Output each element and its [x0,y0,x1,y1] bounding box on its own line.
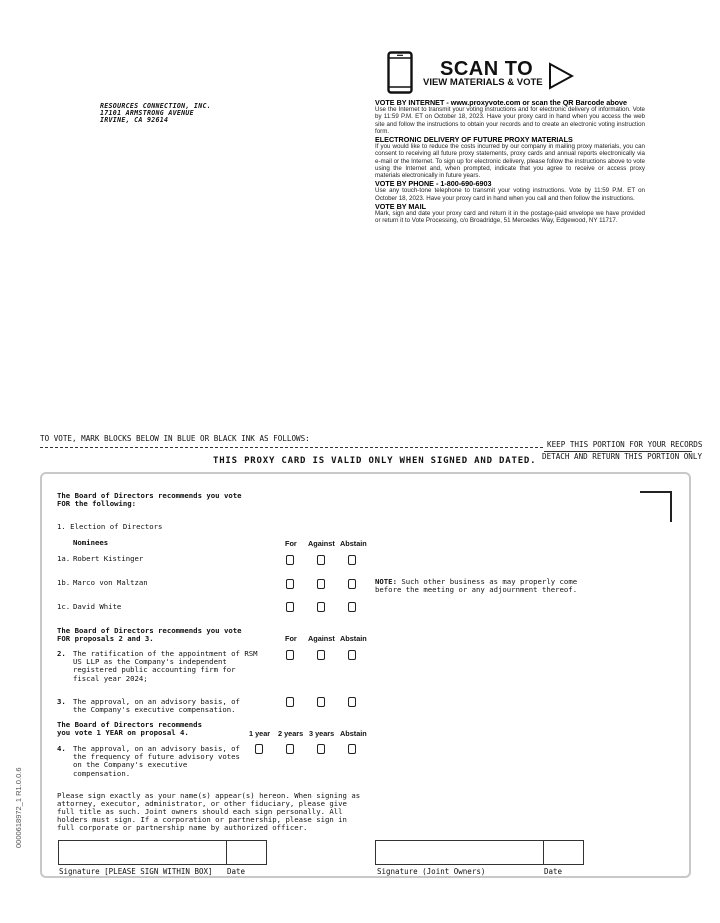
col-1-year: 1 year [249,729,271,738]
nominee-1c-name: David White [73,602,122,611]
proposal-4-1year-checkbox[interactable] [255,744,263,754]
detach-dashed-line [40,447,543,448]
board-recommendation-1: The Board of Directors recommends you vote FOR the following: [57,491,242,509]
internet-heading: VOTE BY INTERNET - www.proxyvote.com or scan the QR Barcode above [375,98,628,107]
address-line-1: RESOURCES CONNECTION, INC. [100,102,212,110]
address-line-2: 17101 ARMSTRONG AVENUE [100,109,194,118]
nominee-1a-abstain-checkbox[interactable] [348,555,356,565]
note-label: NOTE: [375,577,397,586]
board-recommendation-2: The Board of Directors recommends you vote FOR proposals 2 and 3. [57,626,242,644]
nominee-1c-for-checkbox[interactable] [286,602,294,612]
joint-signature-label: Signature (Joint Owners) [377,867,486,876]
to-vote-instruction: TO VOTE, MARK BLOCKS BELOW IN BLUE OR BLACK INK AS FOLLOWS: [40,434,310,443]
phone-heading: VOTE BY PHONE - 1-800-690-6903 [375,179,492,189]
keep-portion-label: KEEP THIS PORTION FOR YOUR RECORDS [547,440,703,449]
joint-date-box[interactable] [543,840,584,865]
item-1-heading: 1. Election of Directors [57,522,163,531]
proposal-4-abstain-checkbox[interactable] [348,744,356,754]
board-recommendation-3: The Board of Directors recommends you vote 1 YEAR on proposal 4. [57,720,202,738]
nominee-1a-name: Robert Kistinger [73,554,144,563]
proposal-2-abstain-checkbox[interactable] [348,650,356,660]
proposal-3-against-checkbox[interactable] [317,697,325,707]
nominee-1b-id: 1b. [57,578,71,587]
address-line-3: IRVINE, CA 92614 [100,116,169,125]
note [375,578,585,594]
phone-text: Use any touch-tone telephone to transmit your voting instructions. Vote by 11:59 P.M. ET on October 18, 2023. Have your proxy card in hand when you call and then follow the instructions. [375,187,645,202]
date-label: Date [227,867,246,876]
proposal-2-text: The ratification of the appointment of RSM US LLP as the Company's independent registered public accounting firm for fiscal year 2024; [73,649,258,683]
nominee-1c-against-checkbox[interactable] [317,602,325,612]
electronic-heading: ELECTRONIC DELIVERY OF FUTURE PROXY MATERIALS [375,135,573,145]
mail-heading: VOTE BY MAIL [375,201,426,211]
nominee-1b-abstain-checkbox[interactable] [348,579,356,589]
signature-label: Signature [PLEASE SIGN WITHIN BOX] [59,867,213,876]
col-abstain-3: Abstain [340,729,367,738]
date-box[interactable] [226,840,267,865]
nominee-1a-against-checkbox[interactable] [317,555,325,565]
voting-instructions [375,98,645,224]
nominees-header: Nominees [73,538,109,547]
electronic-text: If you would like to reduce the costs incurred by our company in mailing proxy materials, you can consent to receiving all future proxy statements, proxy cards and annual reports electronically via e-mail or the Internet. To sign up for electronic delivery, please follow the instructions above to vote using the Internet and, when prompted, indicate that you agree to receive or access proxy materials electronically in future years. [375,143,645,180]
proposal-4-3years-checkbox[interactable] [317,744,325,754]
mail-text: Mark, sign and date your proxy card and return it in the postage-paid envelope we have provided or return it to Vote Processing, c/o Broadridge, 51 Mercedes Way, Edgewood, NY 11717. [375,210,645,225]
proposal-2-for-checkbox[interactable] [286,650,294,660]
col-abstain: Abstain [340,539,367,548]
nominee-1b-against-checkbox[interactable] [317,579,325,589]
col-against: Against [308,539,335,548]
side-form-code: 0000618972_1 R1.0.0.6 [14,767,23,848]
valid-notice: THIS PROXY CARD IS VALID ONLY WHEN SIGNED AND DATED. [213,456,537,466]
signing-instructions: Please sign exactly as your name(s) appear(s) hereon. When signing as attorney, executor, administrator, or other fiduciary, please give full title as such. Joint owners should each sign personally. All holders must sign. If a corporation or partnership, please sign in full corporate or partnership name by authorized officer. [57,791,361,832]
proposal-2-num: 2. [57,649,66,658]
proposal-3-num: 3. [57,697,66,706]
col-against-2: Against [308,634,335,643]
col-abstain-2: Abstain [340,634,367,643]
proposal-3-text: The approval, on an advisory basis, of the Company's executive compensation. [73,697,240,715]
col-for: For [285,539,297,548]
note-text: Such other business as may properly come before the meeting or any adjournment thereof. [375,577,578,595]
nominee-1b-name: Marco von Maltzan [73,578,148,587]
scan-title: SCAN TO [440,58,534,80]
detach-return-label: DETACH AND RETURN THIS PORTION ONLY [542,452,703,461]
col-for-2: For [285,634,297,643]
nominee-1a-for-checkbox[interactable] [286,555,294,565]
joint-signature-box[interactable] [375,840,543,865]
nominee-1a-id: 1a. [57,554,71,563]
internet-text: Use the Internet to transmit your voting instructions and for electronic delivery of information. Vote by 11:59 P.M. ET on October 18, 2023. Have your proxy card in hand when you access the web site and follow the instructions to obtain your records and to create an electronic voting instruction form. [375,106,645,135]
scan-subtitle: VIEW MATERIALS & VOTE [423,77,543,88]
proposal-4-2years-checkbox[interactable] [286,744,294,754]
nominee-1b-for-checkbox[interactable] [286,579,294,589]
proposal-4-num: 4. [57,744,66,753]
joint-date-label: Date [544,867,563,876]
corner-registration-mark [640,491,672,522]
nominee-1c-id: 1c. [57,602,71,611]
signature-box[interactable] [58,840,226,865]
nominee-1c-abstain-checkbox[interactable] [348,602,356,612]
phone-icon [387,51,413,94]
col-2-years: 2 years [278,729,304,738]
col-3-years: 3 years [309,729,335,738]
proposal-3-for-checkbox[interactable] [286,697,294,707]
proposal-3-abstain-checkbox[interactable] [348,697,356,707]
proposal-2-against-checkbox[interactable] [317,650,325,660]
proposal-4-text: The approval, on an advisory basis, of the frequency of future advisory votes on the Company's executive compensation. [73,744,240,778]
play-arrow-icon [548,62,574,90]
return-address [100,103,211,125]
